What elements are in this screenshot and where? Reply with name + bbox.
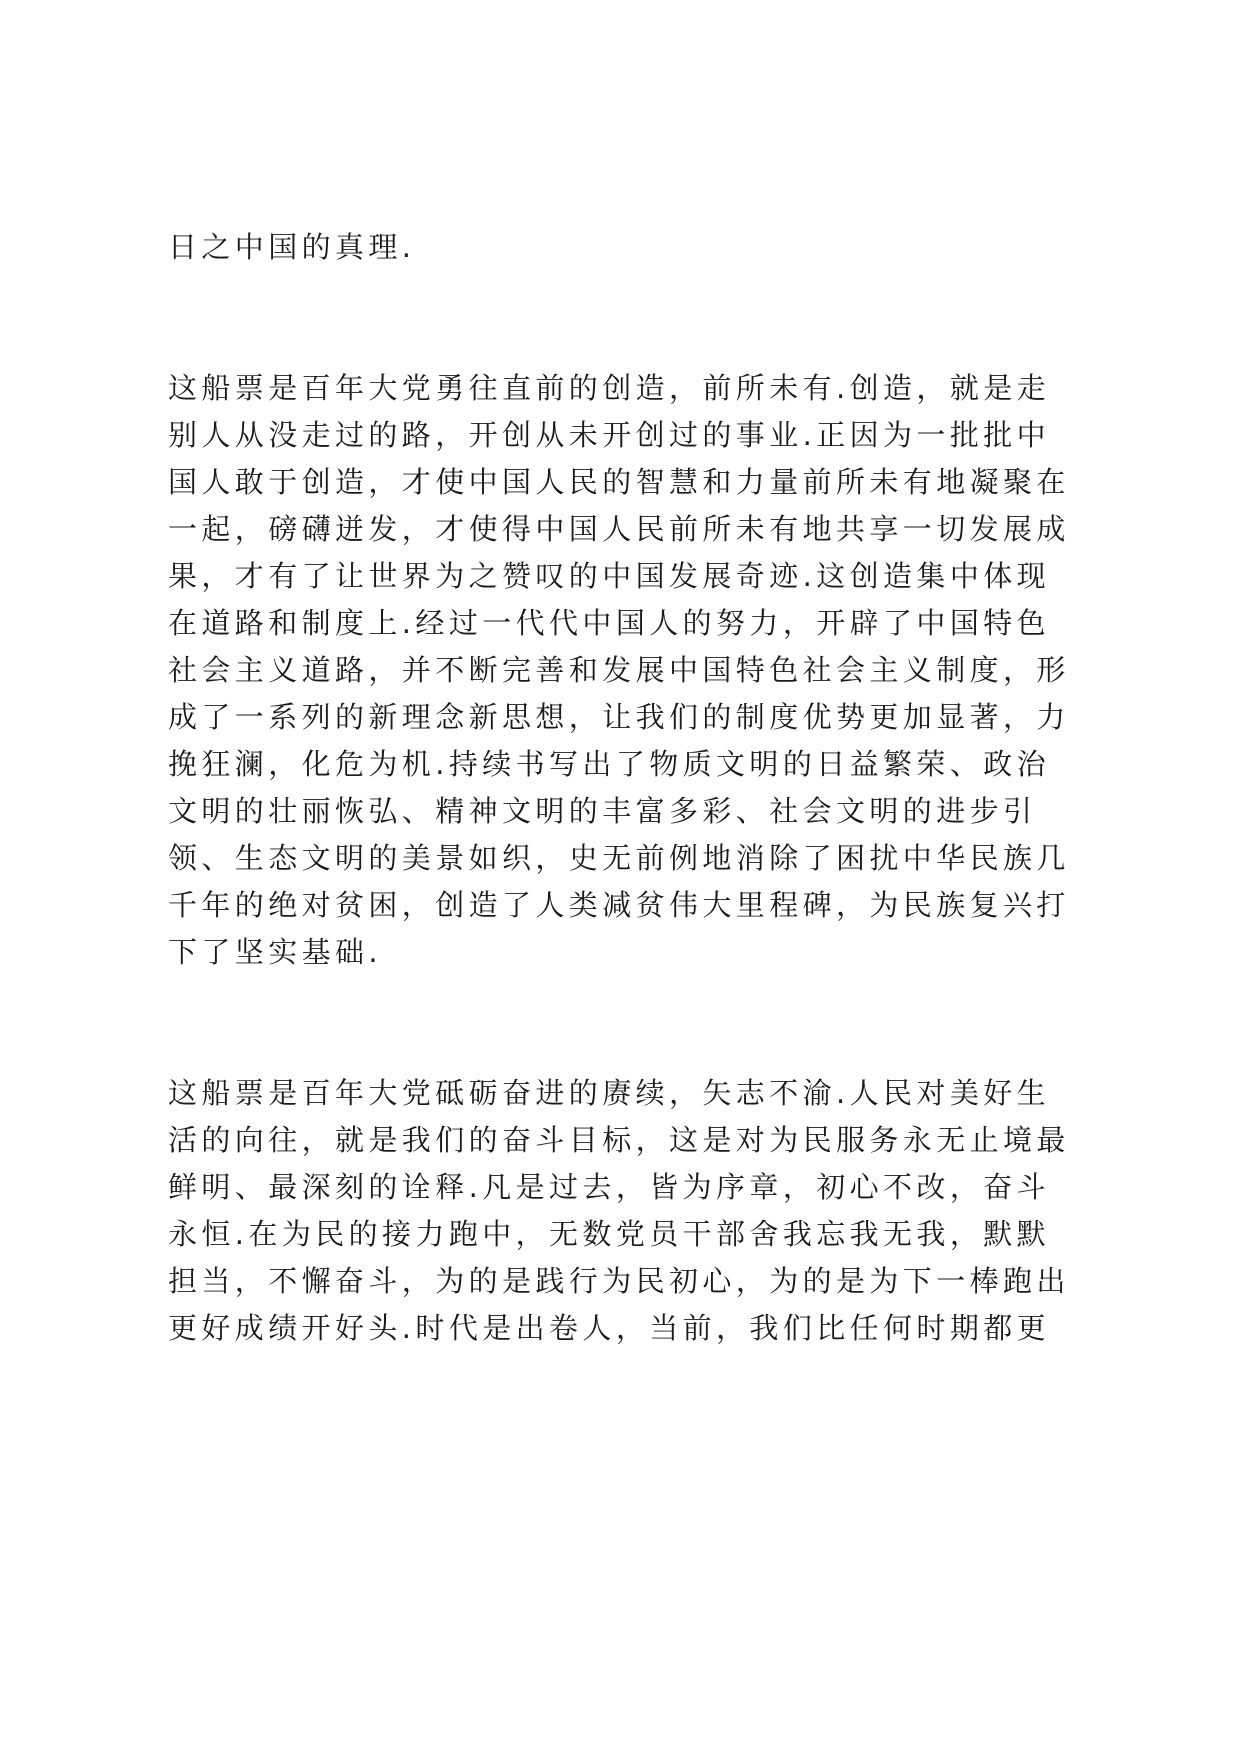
text-line: 这船票是百年大党勇往直前的创造，前所未有.创造，就是走 [168,371,1051,405]
paragraph-2 [168,365,1068,976]
text-line: 文明的壮丽恢弘、精神文明的丰富多彩、社会文明的进步引 [168,794,1037,828]
text-line: 一起，磅礴迸发，才使得中国人民前所未有地共享一切发展成 [168,512,1070,546]
text-line: 领、生态文明的美景如织，史无前例地消除了困扰中华民族几 [168,841,1070,875]
text-line: 永恒.在为民的接力跑中，无数党员干部舍我忘我无我，默默 [168,1217,1051,1251]
text-line: 在道路和制度上.经过一代代中国人的努力，开辟了中国特色 [168,606,1051,640]
text-line: 挽狂澜，化危为机.持续书写出了物质文明的日益繁荣、政治 [168,747,1051,781]
document-body [168,224,1068,1352]
text-line: 担当，不懈奋斗，为的是践行为民初心，为的是为下一棒跑出 [168,1264,1070,1298]
text-line: 更好成绩开好头.时代是出卷人，当前，我们比任何时期都更 [168,1311,1051,1345]
text-line: 这船票是百年大党砥砺奋进的赓续，矢志不渝.人民对美好生 [168,1076,1051,1110]
paragraph-spacer [168,271,1068,365]
text-line: 成了一系列的新理念新思想，让我们的制度优势更加显著，力 [168,700,1070,734]
paragraph-1 [168,224,1068,271]
paragraph-spacer [168,976,1068,1070]
paragraph-3 [168,1070,1068,1352]
text-line: 活的向往，就是我们的奋斗目标，这是对为民服务永无止境最 [168,1123,1070,1157]
text-line: 果，才有了让世界为之赞叹的中国发展奇迹.这创造集中体现 [168,559,1051,593]
text-line: 千年的绝对贫困，创造了人类减贫伟大里程碑，为民族复兴打 [168,888,1070,922]
text-line: 别人从没走过的路，开创从未开创过的事业.正因为一批批中 [168,418,1051,452]
text-line: 社会主义道路，并不断完善和发展中国特色社会主义制度，形 [168,653,1070,687]
text-line: 国人敢于创造，才使中国人民的智慧和力量前所未有地凝聚在 [168,465,1070,499]
text-line: 日之中国的真理. [168,230,416,264]
text-line: 下了坚实基础. [168,935,383,969]
text-line: 鲜明、最深刻的诠释.凡是过去，皆为序章，初心不改，奋斗 [168,1170,1051,1204]
